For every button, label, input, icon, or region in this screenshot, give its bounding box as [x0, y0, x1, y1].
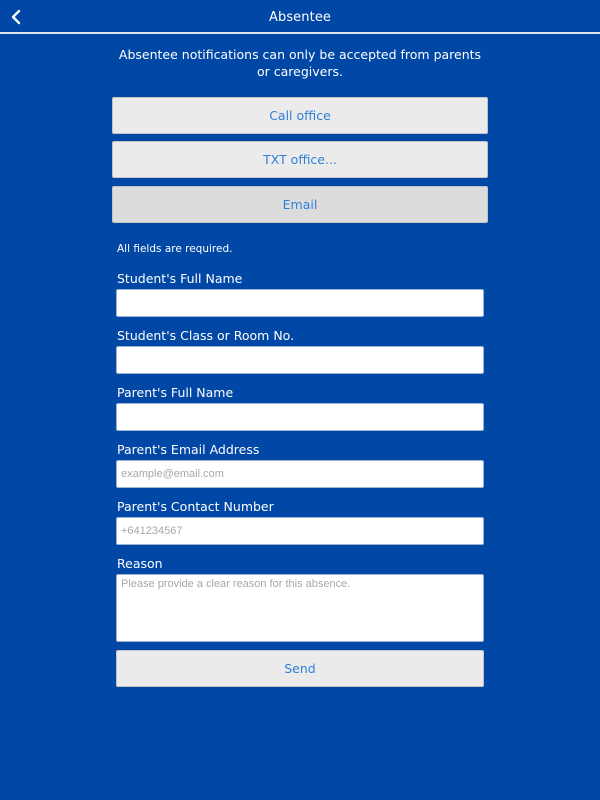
txt-office-button[interactable]: TXT office... — [112, 141, 488, 178]
parent-phone-input[interactable] — [116, 517, 484, 545]
call-office-button[interactable]: Call office — [112, 97, 488, 134]
page-title: Absentee — [268, 9, 332, 25]
send-button[interactable]: Send — [116, 650, 484, 687]
top-bar — [0, 0, 600, 34]
student-name-label: Student's Full Name — [117, 271, 243, 286]
student-name-input[interactable] — [116, 289, 484, 317]
parent-email-input[interactable] — [116, 460, 484, 488]
student-class-input[interactable] — [116, 346, 484, 374]
reason-textarea[interactable] — [116, 574, 484, 642]
required-fields-note: All fields are required. — [117, 243, 233, 255]
absentee-notice: Absentee notifications can only be accepted from parents or caregivers. — [118, 47, 482, 79]
parent-phone-label: Parent's Contact Number — [117, 499, 274, 514]
parent-name-label: Parent's Full Name — [117, 385, 234, 400]
reason-label: Reason — [117, 556, 163, 571]
email-button[interactable]: Email — [112, 186, 488, 223]
student-class-label: Student's Class or Room No. — [117, 328, 295, 343]
parent-email-label: Parent's Email Address — [117, 442, 260, 457]
parent-name-input[interactable] — [116, 403, 484, 431]
